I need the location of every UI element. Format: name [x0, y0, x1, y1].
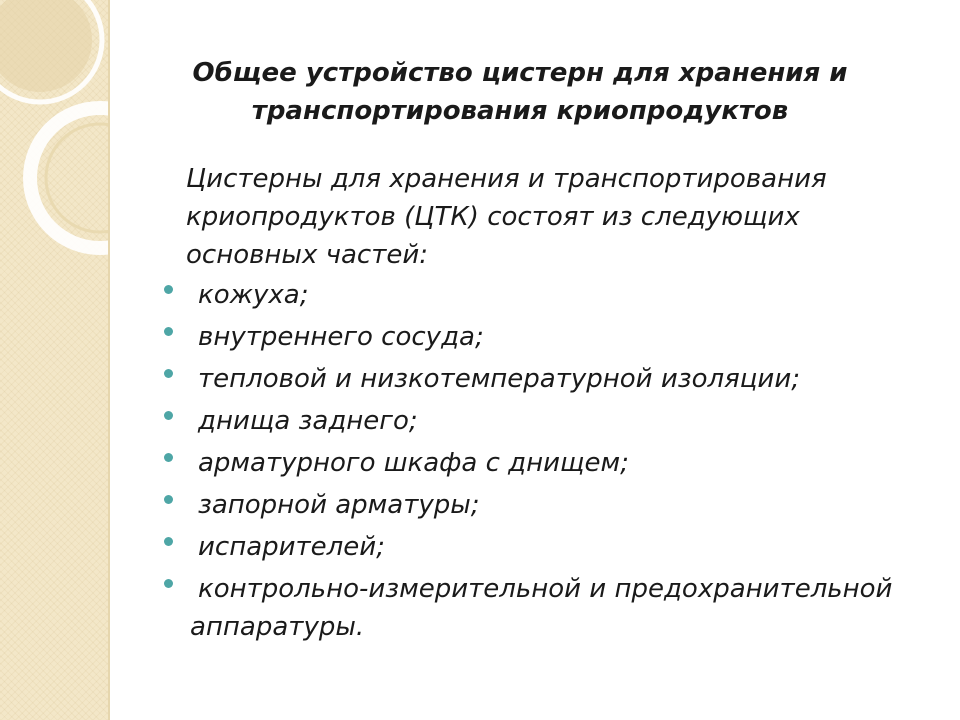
- list-item: днища заднего;: [160, 402, 930, 440]
- bullet-icon: [164, 579, 173, 588]
- bullet-icon: [164, 369, 173, 378]
- decorative-side-panel: [0, 0, 108, 720]
- component-list: [160, 276, 930, 650]
- side-panel-border: [108, 0, 110, 720]
- list-item: внутреннего сосуда;: [160, 318, 930, 356]
- circle-ornament-icon: [0, 0, 108, 720]
- list-item: тепловой и низкотемпературной изоляции;: [160, 360, 930, 398]
- bullet-icon: [164, 285, 173, 294]
- bullet-icon: [164, 327, 173, 336]
- list-item: испарителей;: [160, 528, 930, 566]
- intro-paragraph: Цистерны для хранения и транспортирования криопродуктов (ЦТК) состоят из следующих основных частей:: [186, 164, 827, 270]
- bullet-icon: [164, 411, 173, 420]
- list-item: запорной арматуры;: [160, 486, 930, 524]
- list-item: арматурного шкафа с днищем;: [160, 444, 930, 482]
- slide-title: Общее устройство цистерн для хранения и транспортирования криопродуктов: [192, 58, 848, 126]
- list-item: контрольно-измерительной и предохранительной аппаратуры.: [160, 570, 930, 646]
- bullet-icon: [164, 537, 173, 546]
- bullet-icon: [164, 453, 173, 462]
- list-item: кожуха;: [160, 276, 930, 314]
- bullet-icon: [164, 495, 173, 504]
